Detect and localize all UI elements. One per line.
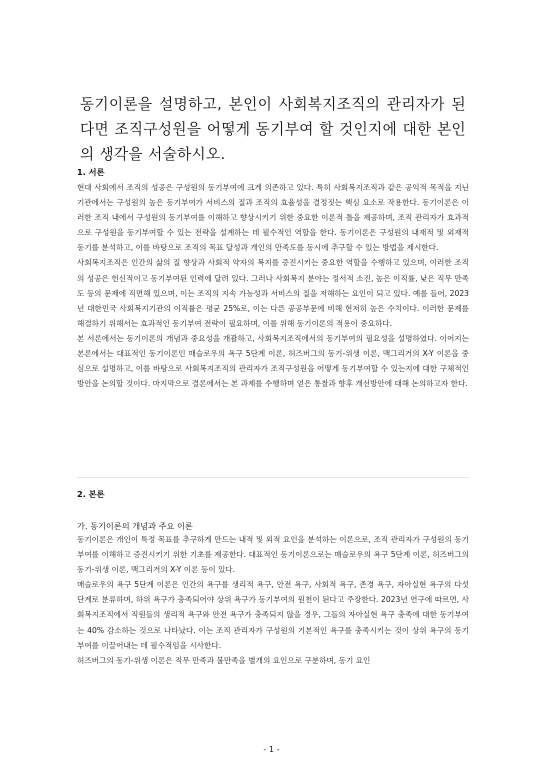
body-text	[77, 532, 469, 668]
paragraph: 허즈버그의 동기-위생 이론은 직무 만족과 불만족을 별개의 요인으로 구분하며, 동기 요인	[77, 655, 371, 665]
document-title: 동기이론을 설명하고, 본인이 사회복지조직의 관리자가 된다면 조직구성원을 어떻게 동기부여 할 것인지에 대한 본인의 생각을 서술하시오.	[80, 96, 466, 163]
subsection-heading: 가. 동기이론의 개념과 주요 이론	[77, 521, 193, 531]
paragraph: 동기이론은 개인이 특정 목표를 추구하게 만드는 내적 및 외적 요인을 분석하는 이론으로, 조직 관리자가 구성원의 동기부여를 이해하고 증진시키기 위한 기초를 제공한다. 대표적인 동기이론으로는 매슬로우의 욕구 5단계 이론, 허즈버그의 동기-위생 이론, 맥그리거의 X-Y 이론 등이 있다.	[77, 535, 469, 575]
paragraph: 본 서론에서는 동기이론의 개념과 중요성을 개괄하고, 사회복지조직에서의 동기부여의 필요성을 설명하였다. 이어지는 본론에서는 대표적인 동기이론인 매슬로우의 욕구 5단계 이론, 허즈버그의 동기-위생 이론, 맥그리거의 X-Y 이론을 중심으로 설명하고, 이를 바탕으로 사회복지조직의 관리자가 조직구성원을 어떻게 동기부여할 수 있는지에 대한 구체적인 방안을 논의할 것이다. 마지막으로 결론에서는 본 과제를 수행하며 얻은 통찰과 향후 개선방안에 대해 논의하고자 한다.	[77, 333, 469, 389]
page-number: - 1 -	[263, 744, 280, 754]
introduction-body	[77, 180, 469, 391]
section-divider	[77, 477, 469, 478]
paragraph: 사회복지조직은 인간의 삶의 질 향상과 사회적 약자의 복지를 증진시키는 중요한 역할을 수행하고 있으며, 이러한 조직의 성공은 헌신적이고 동기부여된 인력에 달려 있다. 그러나 사회복지 분야는 정서적 소진, 높은 이직률, 낮은 직무 만족도 등의 문제에 직면해 있으며, 이는 조직의 지속 가능성과 서비스의 질을 저해하는 요인이 되고 있다. 예를 들어, 2023년 대한민국 사회복지기관의 이직률은 평균 25%로, 이는 다른 공공부문에 비해 현저히 높은 수치이다. 이러한 문제를 해결하기 위해서는 효과적인 동기부여 전략이 필요하며, 이를 위해 동기이론의 적용이 중요하다.	[77, 258, 469, 328]
paragraph: 매슬로우의 욕구 5단계 이론은 인간의 욕구를 생리적 욕구, 안전 욕구, 사회적 욕구, 존경 욕구, 자아실현 욕구의 다섯 단계로 분류하며, 하위 욕구가 충족되어야 상위 욕구가 동기부여의 원천이 된다고 주장한다. 2023년 연구에 따르면, 사회복지조직에서 직원들의 생리적 욕구와 안전 욕구가 충족되지 않을 경우, 그들의 자아실현 욕구 충족에 대한 동기부여는 40% 감소하는 것으로 나타났다. 이는 조직 관리자가 구성원의 기본적인 욕구를 충족시키는 것이 상위 욕구의 동기부여를 이끌어내는 데 필수적임을 시사한다.	[77, 580, 469, 650]
section-heading-body: 2. 본론	[77, 489, 105, 499]
paragraph: 현대 사회에서 조직의 성공은 구성원의 동기부여에 크게 의존하고 있다. 특히 사회복지조직과 같은 공익적 목적을 지닌 기관에서는 구성원의 높은 동기부여가 서비스의 질과 조직의 효율성을 결정짓는 핵심 요소로 작용한다. 동기이론은 이러한 조직 내에서 구성원의 동기부여를 이해하고 향상시키기 위한 중요한 이론적 틀을 제공하며, 조직 관리자가 효과적으로 구성원을 동기부여할 수 있는 전략을 설계하는 데 필수적인 역할을 한다. 동기이론은 구성원의 내재적 및 외재적 동기를 분석하고, 이를 바탕으로 조직의 목표 달성과 개인의 만족도를 동시에 추구할 수 있는 방법을 제시한다.	[77, 183, 469, 253]
section-heading-introduction: 1. 서론	[77, 167, 105, 177]
